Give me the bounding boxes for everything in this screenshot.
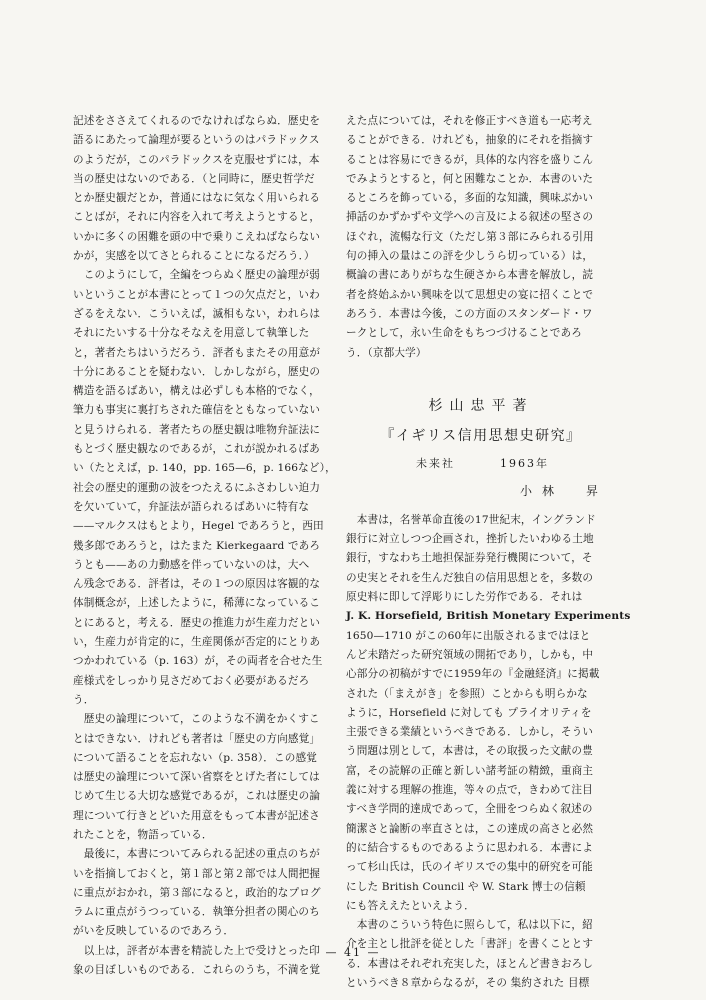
text-line: 概論の書にありがちな生硬さから本書を解放し，読 [346,269,594,282]
text-line: 理について行きとどいた用意をもって本書が記述さ [73,809,320,822]
text-line: ほぐれ，流暢な行文（ただし第３部にみられる引用 [346,230,594,243]
text-line: ラムに重点がうつっている．執筆分担者の関心のち [73,906,320,919]
text-line: 本書のこういう特色に照らして，私は以下に，紹 [346,919,593,932]
review-year: 1963年 [500,456,549,470]
text-line: うとも——あの力動感を伴っていないのは，大へ [73,558,310,571]
text-line: んど未踏だった研究領域の開拓であり，しかも，中 [346,648,594,661]
text-line: つかわれている（p. 163）が，その両者を合せた生 [73,655,323,668]
text-line: がいを反映しているのであろう． [73,925,235,938]
text-line: い（たとえば，p. 140，pp. 165—6，p. 166など）， [73,462,336,475]
text-line: すべき学問的達成であって，全冊をつらぬく叙述の [346,803,593,816]
text-line: う． [73,693,95,706]
page-number: — 41 — [325,946,381,959]
text-line: 的に結合するものであるように思われる．本書によ [346,841,594,854]
text-line: を欠いていて，弁証法が語られるばあいに特有な [73,500,310,513]
text-line: って杉山氏は，氏のイギリスでの集中的研究を可能 [346,861,593,874]
text-line: 挿話のかずかずや文学への言及による叙述の堅さの [346,211,594,224]
text-line: 者を終始ふかい興味を以て思想史の宴に招くことで [346,288,594,301]
text-line: 心部分の初稿がすでに1959年の『金融経済』に掲載 [346,668,600,681]
text-line: 介を主とし批評を従とした「書評」を書くこととす [346,938,594,951]
text-line: かが，実感を以てさとられることになるだろう．） [73,250,315,263]
section-gap [346,363,616,383]
text-line: J. K. Horsefield, British Monetary Experiments [346,610,631,623]
review-reviewer: 小林 昇 [519,483,608,498]
text-line: 当の歴史はないのである．（と同時に，歴史哲学だ [73,172,315,185]
review-publication-info [346,451,616,477]
text-line: ークとして，永い生命をもちつづけることであろ [346,327,583,340]
text-line: ざるをえない．こういえば，滅相もない，われらは [73,307,321,320]
text-line: 富，その読解の正確と新しい諸考証の精緻，重商主 [346,764,594,777]
text-line: 主張できる業績というべきである．しかし，そうい [346,726,594,739]
text-line: もとづく歴史観なのであるが，これが説かれるばあ [73,443,320,456]
text-line: でみようとすると，何と困難なことか．本書のいた [346,172,594,185]
text-line: 簡潔さと論断の率直さとは，この達成の高さと必然 [346,822,594,835]
text-line: いかに多くの困難を頭の中で乗りこえねばならない [73,230,321,243]
text-line: ように，Horsefield に対しても プライオリティを [346,706,592,719]
text-line: とにあると，考える．歴史の推進力が生産力だとい [73,616,321,629]
left-column [73,112,341,980]
text-line: 銀行，すなわち土地担保証券発行機関について，そ [346,552,593,565]
text-line: に重点がおかれ，第３部になると，政治的なプログ [73,886,321,899]
text-line: 以上は，評者が本書を精読した上で受けとった印 [73,944,320,957]
text-line: 体制概念が，上述したように，稀薄になっているこ [73,597,321,610]
text-line: について語ることを忘れない（p. 358）．この感覚 [73,751,317,764]
text-line: 1650—1710 がこの60年に出版されるまではほと [346,629,591,642]
text-line: 社会の歴史的運動の波をつたえるにふさわしい迫力 [73,481,321,494]
text-line: と，著者たちはいうだろう．評者もまたその用意が [73,346,321,359]
text-line: というべき８章からなるが，その 集約された 目標 [346,976,590,989]
text-line: 歴史の論理について，このような不満をかくすこ [73,713,320,726]
text-line: 義に対する理解の推進，等々の点で，きわめて注目 [346,784,593,797]
text-line: 象の目ぼしいものである．これらのうち，不満を覚 [73,964,321,977]
review-publisher: 未来社 [416,456,455,470]
text-line: 幾多郎であろうと，はたまた Kierkegaard であろ [73,539,321,552]
review-book-author: 杉山忠平著 [428,397,534,414]
text-line: う問題は別として，本書は，その取扱った文献の豊 [346,745,593,758]
text-line: された（「まえがき」を参照）ことからも明らかな [346,687,588,700]
text-line: ——マルクスはもとより，Hegel であろうと，西田 [73,520,324,533]
text-line: 銀行に対立しつつ企画され，挫折したいわゆる土地 [346,533,594,546]
text-line: 構造を語るばあい，構えは必ずしも本格的でなく， [73,385,320,398]
text-line: いということが本書にとって１つの欠点だと，いわ [73,288,320,301]
text-line: のようだが，このパラドックスを克服せずには，本 [73,153,320,166]
text-line: と見うけられる．著者たちの歴史観は唯物弁証法に [73,423,321,436]
text-line: あろう．本書は今後，この方面のスタンダード・ワ [346,307,593,320]
review-book-title: 『イギリス信用思想史研究』 [380,427,582,444]
text-line: の史実とそれを生んだ独自の信用思想とを，多数の [346,571,594,584]
text-line: ることは容易にできるが，具体的な内容を盛りこん [346,153,594,166]
text-line: ことばが，それに内容を入れて考えようとすると， [73,211,321,224]
text-line: れたことを，物語っている． [73,828,213,841]
text-line: じめて生じる大切な感覚であるが，これは歴史の論 [73,790,321,803]
text-line: とか歴史観だとか，普通にはなに気なく用いられる [73,192,321,205]
text-line: 産様式をしっかり見さだめておく必要があるだろ [73,674,310,687]
text-line: う．（京都大学） [346,346,427,359]
text-line: にも答ええたといえよう． [346,899,475,912]
text-line: 語るにあたって論理が要るというのはパラドックス [73,134,320,147]
text-line: るところを飾っている，多面的な知識，興味ぶかい [346,192,594,205]
text-line: 句の挿入の量はこの評を少しうら切っている）は， [346,250,594,263]
text-line: は歴史の論理について深い省察をとげた者にしては [73,771,320,784]
text-line: る．本書はそれぞれ充実した，ほとんど書きおろし [346,957,594,970]
text-line: 十分にあることを疑わない．しかしながら，歴史の [73,365,321,378]
text-line: えた点については，それを修正すべき道も一応考え [346,115,593,127]
text-line: 最後に，本書についてみられる記述の重点のちが [73,848,320,861]
text-line: ん残念である．評者は，その１つの原因は客観的な [73,578,321,591]
text-line: 原史料に即して浮彫りにした労作である．それは [346,591,583,604]
text-line: 筆力も事実に裏打ちされた確信をともなっていない [73,404,321,417]
right-column [346,112,631,993]
text-line: このようにして，全編をつらぬく歴史の論理が弱 [73,269,320,282]
text-line: 記述をささえてくれるのでなければならぬ．歴史を [73,115,321,127]
text-line: それにたいする十分なそなえを用意して執筆した [73,327,310,340]
text-line: とはできない．けれども著者は「歴史の方向感覚」 [73,732,321,745]
text-line: 本書は，名誉革命直後の17世紀末，イングランド [346,513,596,526]
text-line: いを指摘しておくと，第１部と第２部では人間把握 [73,867,321,880]
text-line: ることができる．けれども，抽象的にそれを指摘す [346,134,594,147]
text-line: い，生産力が肯定的に，生産関係が否定的にとりあ [73,636,321,649]
text-line: にした British Council や W. Stark 博士の信頼 [346,880,586,893]
